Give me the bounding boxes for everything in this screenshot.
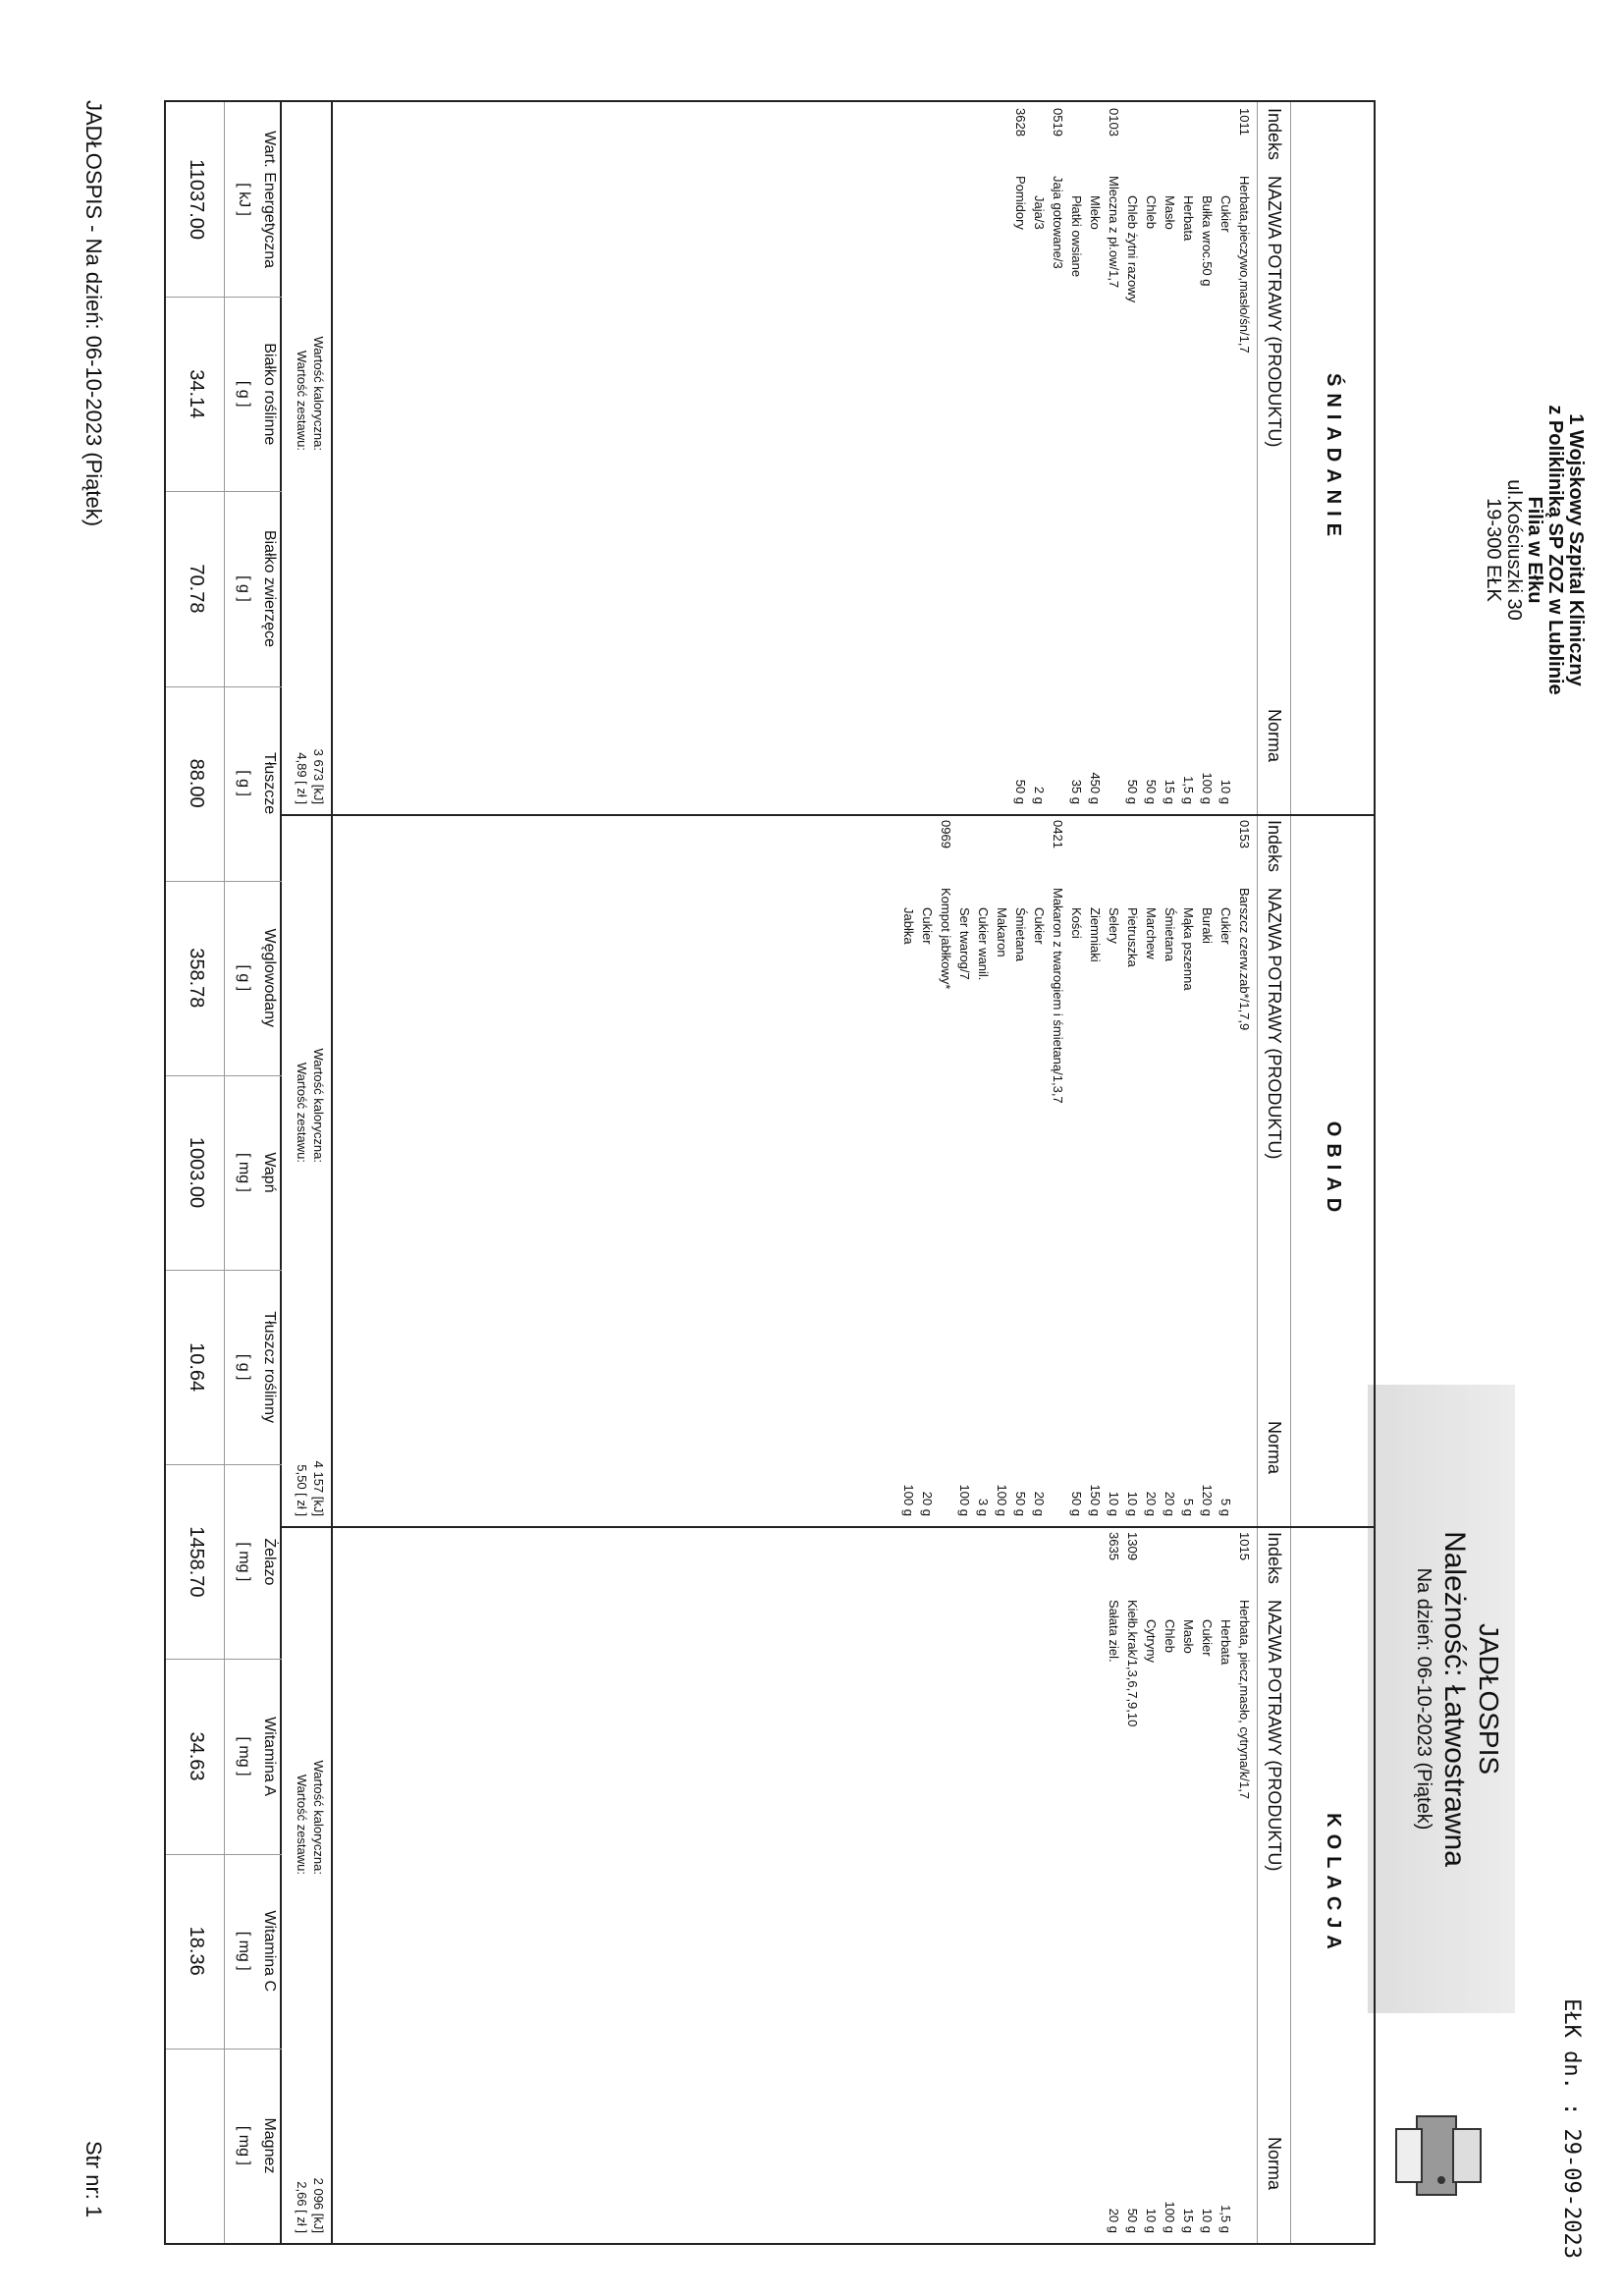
col-header-nazwa: NAZWA POTRAWY (PRODUKTU) bbox=[1265, 1600, 1284, 1872]
row-norma: 1,5 g bbox=[1218, 2205, 1233, 2233]
row-name: Cukier bbox=[1032, 907, 1047, 945]
kal-label: Wartość kaloryczna: bbox=[311, 336, 326, 451]
institution-line: 1 Wojskowy Szpital Kliniczny bbox=[1565, 413, 1587, 686]
row-name: Sałata ziel. bbox=[1107, 1600, 1121, 1663]
row-name: Marchew bbox=[1144, 907, 1159, 959]
nutrition-unit: [ g ] bbox=[236, 575, 252, 602]
city-date: EŁK dn. : 29-09-2023 bbox=[1559, 1998, 1584, 2259]
row-norma: 10 g bbox=[1107, 1491, 1121, 1516]
row-norma: 100 g bbox=[1163, 2201, 1177, 2233]
nutrition-value: 358.78 bbox=[186, 948, 207, 1009]
title-block bbox=[1411, 1385, 1505, 2013]
row-index: 1011 bbox=[1237, 108, 1252, 136]
zest-value: 5,50 [ zł ] bbox=[295, 1464, 309, 1516]
menu-table bbox=[280, 100, 1376, 2245]
document-title: JADŁOSPIS bbox=[1474, 1622, 1504, 1776]
kal-value: 4 157 [kJ] bbox=[311, 1460, 326, 1516]
nutrition-value: 11037.00 bbox=[186, 159, 207, 241]
row-name: Kompot jabłkowy* bbox=[939, 888, 953, 990]
row-index: 0519 bbox=[1051, 108, 1065, 137]
kal-label: Wartość kaloryczna: bbox=[311, 1760, 326, 1875]
col-header-norma: Norma bbox=[1265, 709, 1284, 763]
row-index: 3635 bbox=[1107, 1532, 1121, 1560]
row-name: Pietruszka bbox=[1125, 907, 1140, 967]
institution-line: 19-300 EŁK bbox=[1483, 498, 1504, 602]
row-name: Herbata, piecz,masło, cytryna/k/1,7 bbox=[1237, 1600, 1252, 1800]
nutrition-label: Tłuszcz roślinny bbox=[261, 1311, 278, 1424]
col-header-nazwa: NAZWA POTRAWY (PRODUKTU) bbox=[1265, 888, 1284, 1160]
row-name: Śmietana bbox=[1163, 907, 1177, 961]
row-norma: 50 g bbox=[1013, 779, 1028, 804]
row-name: Cukier bbox=[920, 907, 935, 945]
row-name: Ser twarog/7 bbox=[957, 907, 972, 980]
nutrition-label: Magnez bbox=[261, 2117, 278, 2174]
row-norma: 50 g bbox=[1125, 779, 1140, 804]
nutrition-unit: [ g ] bbox=[236, 770, 252, 796]
row-index: 1015 bbox=[1237, 1532, 1252, 1560]
col-header-norma: Norma bbox=[1265, 1421, 1284, 1475]
row-norma: 20 g bbox=[1144, 1491, 1159, 1516]
nutrition-unit: [ mg ] bbox=[236, 1152, 252, 1192]
row-norma: 20 g bbox=[1107, 2208, 1121, 2233]
nutrition-value: 1003.00 bbox=[186, 1136, 207, 1209]
nutrition-unit: [ mg ] bbox=[236, 2125, 252, 2165]
row-norma: 50 g bbox=[1125, 2208, 1140, 2233]
row-index: 3628 bbox=[1013, 108, 1028, 137]
row-norma: 15 g bbox=[1181, 2208, 1196, 2233]
row-norma: 50 g bbox=[1069, 1491, 1084, 1516]
row-name: Chleb żytni razowy bbox=[1125, 195, 1140, 303]
nutrition-label: Wart. Energetyczna bbox=[261, 131, 278, 269]
zest-label: Wartość zestawu: bbox=[295, 1774, 309, 1875]
nutrition-unit: [ g ] bbox=[236, 380, 252, 408]
nutrition-unit: [ g ] bbox=[236, 1353, 252, 1381]
row-name: Makaron z twarogiem i śmietaną/1,3,7 bbox=[1051, 888, 1065, 1104]
row-name: Chleb bbox=[1144, 195, 1159, 229]
nutrition-unit: [ mg ] bbox=[236, 1542, 252, 1582]
institution-line: z Polikliniką SP ZOZ w Lublinie bbox=[1544, 405, 1566, 695]
row-name: Herbata bbox=[1181, 195, 1196, 242]
nutrition-value: 10.64 bbox=[186, 1342, 207, 1393]
row-name: Masło bbox=[1181, 1619, 1196, 1654]
nutrition-table bbox=[164, 100, 282, 2245]
nutrition-value: 34.14 bbox=[186, 369, 207, 419]
col-header-nazwa: NAZWA POTRAWY (PRODUKTU) bbox=[1265, 176, 1284, 448]
zest-label: Wartość zestawu: bbox=[295, 1062, 309, 1163]
row-norma: 15 g bbox=[1163, 779, 1177, 804]
nutrition-unit: [ mg ] bbox=[236, 1736, 252, 1777]
row-norma: 100 g bbox=[995, 1484, 1009, 1516]
nutrition-value: 1458.70 bbox=[186, 1526, 207, 1598]
nutrition-value: 34.63 bbox=[186, 1731, 207, 1781]
menu-date: Na dzień: 06-10-2023 (Piątek) bbox=[1413, 1567, 1434, 1831]
row-norma: 10 g bbox=[1200, 2208, 1215, 2233]
nutrition-label: Wapń bbox=[261, 1152, 278, 1193]
row-name: Mleko bbox=[1088, 195, 1103, 230]
row-name: Jaja/3 bbox=[1032, 195, 1047, 230]
nutrition-value: 18.36 bbox=[186, 1926, 207, 1976]
nutrition-unit: [ g ] bbox=[236, 964, 252, 992]
row-name: Bułka wroc.50 g bbox=[1200, 195, 1215, 287]
row-name: Mleczna z pł.ow/1,7 bbox=[1107, 176, 1121, 289]
kal-value: 2 096 [kJ] bbox=[311, 2177, 326, 2233]
row-name: Makaron bbox=[995, 907, 1009, 957]
nutrition-label: Białko zwierzęce bbox=[261, 529, 278, 648]
row-index: 0103 bbox=[1107, 108, 1121, 137]
row-name: Śmietana bbox=[1013, 907, 1028, 961]
meal-header-lunch: OBIAD bbox=[1323, 1121, 1344, 1220]
row-index: 0153 bbox=[1237, 820, 1252, 848]
nutrition-value: 70.78 bbox=[186, 564, 207, 614]
row-index: 1309 bbox=[1125, 1532, 1140, 1560]
row-name: Cukier bbox=[1218, 907, 1233, 945]
page-number: Str nr: 1 bbox=[81, 2141, 106, 2218]
row-norma: 450 g bbox=[1088, 772, 1103, 804]
nutrition-unit: [ kJ ] bbox=[236, 183, 252, 216]
meal-header-supper: KOLACJA bbox=[1323, 1813, 1344, 1956]
row-name: Jabłka bbox=[901, 907, 916, 945]
institution-block bbox=[1483, 403, 1586, 697]
row-norma: 120 g bbox=[1200, 1484, 1215, 1516]
zest-value: 2,66 [ zł ] bbox=[295, 2181, 309, 2233]
printer-logo-icon bbox=[1387, 2102, 1495, 2210]
nutrition-label: Witamina A bbox=[261, 1717, 278, 1796]
row-index: 0421 bbox=[1051, 820, 1065, 848]
row-norma: 10 g bbox=[1218, 779, 1233, 804]
nutrition-value: 88.00 bbox=[186, 758, 207, 808]
zest-value: 4,89 [ zł ] bbox=[295, 752, 309, 804]
row-name: Cukier wanil. bbox=[976, 907, 991, 981]
row-norma: 35 g bbox=[1069, 779, 1084, 804]
row-norma: 5 g bbox=[1218, 1498, 1233, 1516]
row-name: Cukier bbox=[1200, 1619, 1215, 1657]
row-name: Jaja gotowane/3 bbox=[1051, 176, 1065, 269]
row-name: Pomidory bbox=[1013, 176, 1028, 230]
row-norma: 150 g bbox=[1088, 1484, 1103, 1516]
col-header-norma: Norma bbox=[1265, 2137, 1284, 2191]
institution-line: Filia w Ełku bbox=[1524, 496, 1545, 604]
row-index: 0969 bbox=[939, 820, 953, 848]
nutrition-label: Białko roślinne bbox=[261, 343, 278, 446]
row-norma: 100 g bbox=[957, 1484, 972, 1516]
row-norma: 10 g bbox=[1125, 1491, 1140, 1516]
row-name: Mąka pszenna bbox=[1181, 907, 1196, 991]
footer-title: JADŁOSPIS - Na dzień: 06-10-2023 (Piątek) bbox=[81, 100, 106, 527]
row-name: Buraki bbox=[1200, 907, 1215, 944]
row-norma: 100 g bbox=[901, 1484, 916, 1516]
row-name: Barszcz czerw.zab*/1,7,9 bbox=[1237, 888, 1252, 1031]
row-norma: 1,5 g bbox=[1181, 776, 1196, 804]
row-norma: 50 g bbox=[1013, 1491, 1028, 1516]
row-name: Cytryny bbox=[1144, 1619, 1159, 1664]
row-norma: 100 g bbox=[1200, 772, 1215, 804]
row-name: Masło bbox=[1163, 195, 1177, 230]
row-norma: 5 g bbox=[1181, 1498, 1196, 1516]
row-name: Herbata bbox=[1218, 1619, 1233, 1666]
col-header-indeks: Indeks bbox=[1265, 820, 1284, 873]
row-norma: 20 g bbox=[1032, 1491, 1047, 1516]
row-name: Płatki owsiane bbox=[1069, 195, 1084, 278]
kal-value: 3 673 [kJ] bbox=[311, 748, 326, 804]
row-norma: 10 g bbox=[1144, 2208, 1159, 2233]
nutrition-label: Tłuszcze bbox=[261, 752, 278, 815]
row-norma: 3 g bbox=[976, 1498, 991, 1516]
institution-line: ul.Kościuszki 30 bbox=[1503, 479, 1525, 621]
row-name: Selery bbox=[1107, 907, 1121, 944]
row-norma: 20 g bbox=[920, 1491, 935, 1516]
row-name: Kości bbox=[1069, 907, 1084, 939]
col-header-indeks: Indeks bbox=[1265, 1532, 1284, 1585]
nutrition-unit: [ mg ] bbox=[236, 1931, 252, 1971]
row-name: Ziemniaki bbox=[1088, 907, 1103, 962]
kal-label: Wartość kaloryczna: bbox=[311, 1048, 326, 1163]
row-norma: 2 g bbox=[1032, 786, 1047, 804]
col-header-indeks: Indeks bbox=[1265, 108, 1284, 161]
row-norma: 50 g bbox=[1144, 779, 1159, 804]
diet-type: Należność: Łatwostrawna bbox=[1438, 1531, 1471, 1867]
row-name: Cukier bbox=[1218, 195, 1233, 233]
zest-label: Wartość zestawu: bbox=[295, 350, 309, 451]
nutrition-label: Witamina C bbox=[261, 1910, 278, 1993]
row-name: Chleb bbox=[1163, 1619, 1177, 1653]
row-norma: 20 g bbox=[1163, 1491, 1177, 1516]
meal-header-breakfast: ŚNIADANIE bbox=[1323, 372, 1344, 543]
row-name: Herbata,pieczywo,masło/śn/1,7 bbox=[1237, 176, 1252, 354]
row-name: Kiełb.krak/1,3,6,7,9,10 bbox=[1125, 1600, 1140, 1727]
nutrition-label: Węglowodany bbox=[261, 928, 278, 1028]
nutrition-label: Żelazo bbox=[261, 1538, 278, 1586]
